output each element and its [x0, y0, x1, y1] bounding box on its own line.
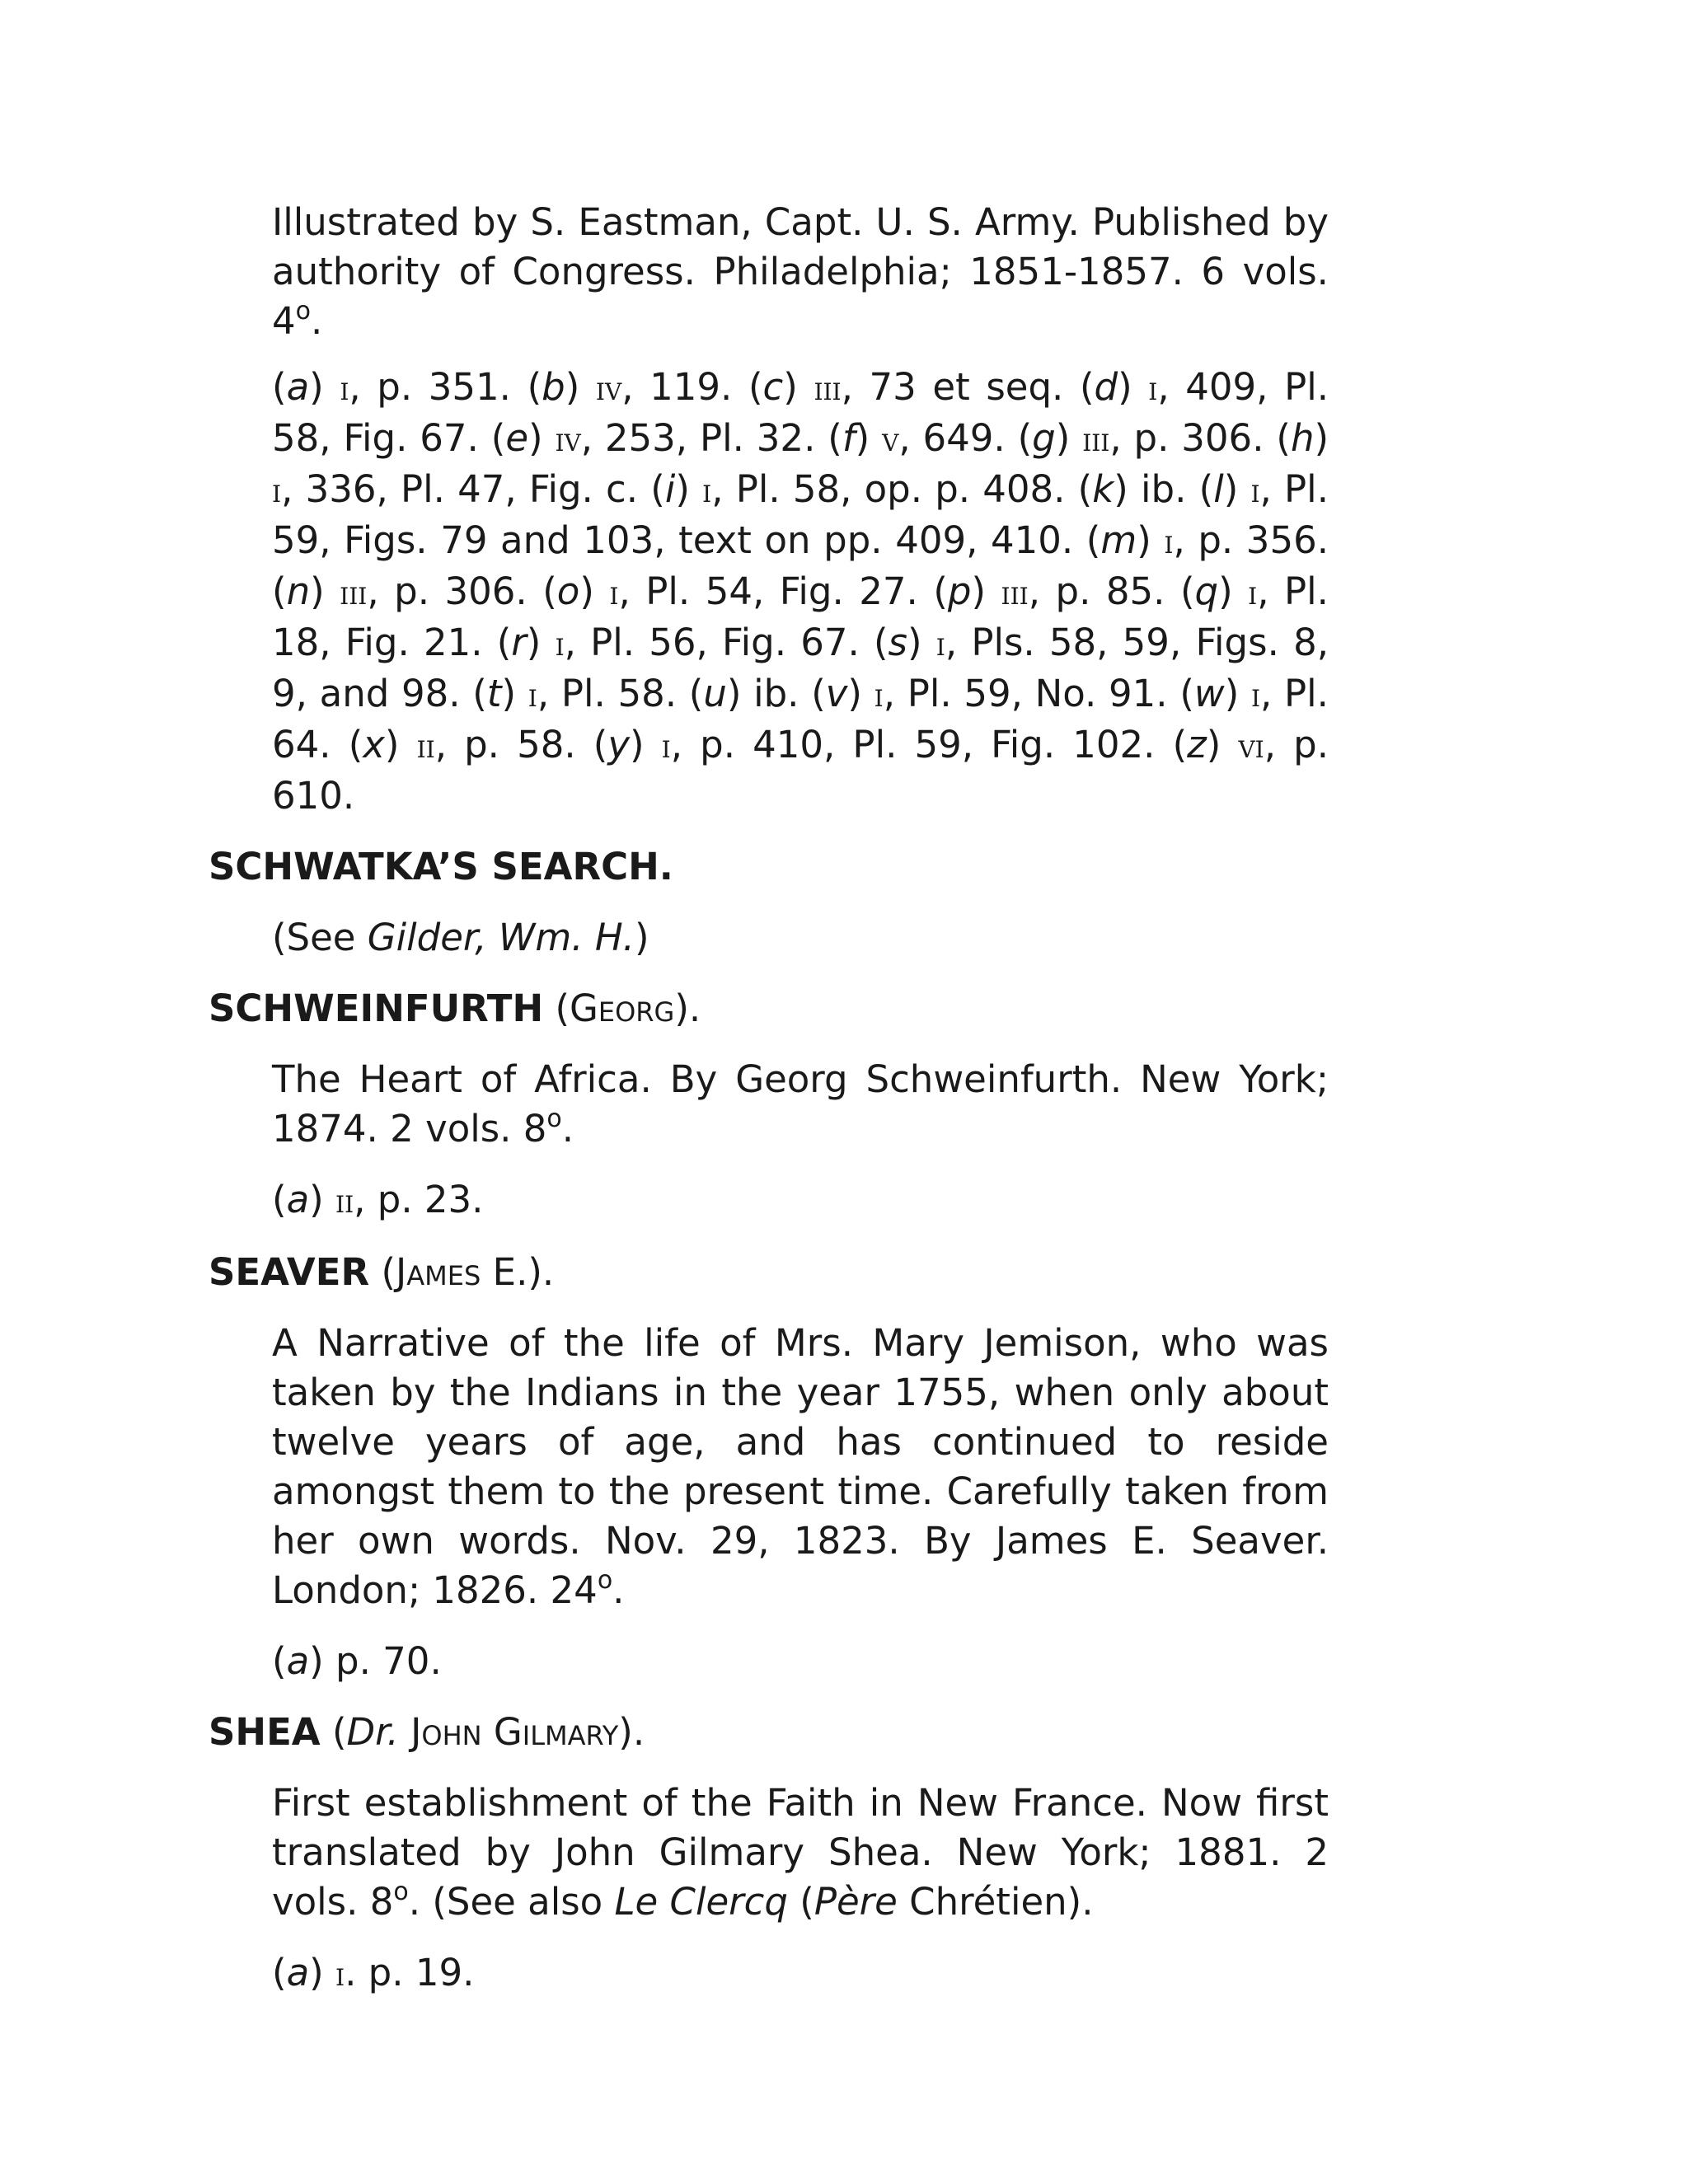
reference-volume: iv: [595, 370, 622, 408]
reference-letter: b: [542, 365, 565, 409]
reference-item: (u) ib.: [688, 672, 812, 715]
reference-location: , p. 58.: [434, 723, 593, 766]
reference-location: , 409, Pl. 58, Fig. 67.: [272, 365, 1329, 460]
entry-title-shea: First establishment of the Faith in New France. Now first translated by John Gilmary Shea. New York; 1881. 2 vols. 8$^o$. (See also Le Clercq (Père Chrétien).: [272, 1781, 1329, 1924]
reference-location: , Pl. 18, Fig. 21.: [272, 569, 1329, 664]
reference-location: , p. 351.: [349, 365, 528, 409]
entry-title-seaver: A Narrative of the life of Mrs. Mary Jemison, who was taken by the Indians in the year 1755, when only about twelve years of age, and has continued to reside amongst them to the present time. Carefully taken from her own words. Nov. 29, 1823. By James E. Seaver. London; 1826. 24$^o$.: [272, 1321, 1329, 1612]
reference-item: (s) i, Pls. 58, 59, Figs. 8, 9, and 98.: [272, 621, 1329, 715]
reference-volume: i: [1250, 472, 1260, 510]
reference-location: , 336, Pl. 47, Fig. c.: [281, 467, 651, 511]
reference-location: , Pl. 64.: [272, 672, 1329, 766]
reference-item: (f) v, 649.: [828, 416, 1018, 460]
reference-volume: i: [272, 472, 282, 510]
reference-location: , Pl. 59, No. 91.: [883, 672, 1180, 715]
reference-letter: g: [1032, 416, 1056, 460]
reference-letter: c: [762, 365, 784, 409]
reference-letter: o: [556, 569, 580, 613]
reference-letter: v: [825, 672, 848, 715]
reference-letter: m: [1100, 518, 1137, 562]
reference-volume: i: [1250, 677, 1261, 715]
entry-heading-seaver: SEAVER (James E.).: [209, 1250, 555, 1294]
reference-location: , Pl. 56, Fig. 67.: [564, 621, 874, 664]
reference-item: (r) i, Pl. 56, Fig. 67.: [496, 621, 874, 664]
reference-letter: a: [286, 365, 310, 409]
entry-heading-schwatka: SCHWATKA’S SEARCH.: [209, 845, 673, 888]
reference-item: (w) i, Pl. 64.: [272, 672, 1329, 766]
reference-item: (l) i, Pl. 59, Figs. 79 and 103, text on pp. 409, 410.: [272, 467, 1329, 562]
reference-volume: i: [528, 677, 537, 715]
reference-letter: d: [1094, 365, 1118, 409]
reference-item: (m) i, p. 356.: [1085, 518, 1329, 562]
reference-volume: v: [882, 421, 899, 459]
reference-volume: i: [1164, 523, 1174, 561]
reference-item: (x) ii, p. 58.: [348, 723, 593, 766]
reference-location: , p. 306.: [367, 569, 543, 613]
reference-location: , p. 85.: [1028, 569, 1180, 613]
reference-location: , 253, Pl. 32.: [580, 416, 828, 460]
reference-item: (c) iii, 73 et seq.: [748, 365, 1080, 409]
reference-item: (i) i, Pl. 58, op. p. 408.: [650, 467, 1078, 511]
reference-location: ib.: [1128, 467, 1199, 511]
reference-volume: iii: [340, 574, 368, 612]
reference-location: , p. 306.: [1109, 416, 1277, 460]
reference-letter: t: [486, 672, 502, 715]
reference-letter: y: [607, 723, 630, 766]
reference-location: , Pls. 58, 59, Figs. 8, 9, and 98.: [272, 621, 1329, 715]
reference-letter: k: [1092, 467, 1114, 511]
reference-letter: f: [842, 416, 856, 460]
reference-volume: iii: [814, 370, 842, 408]
bibliography-page: [209, 198, 1362, 1999]
reference-item: (e) iv, 253, Pl. 32.: [490, 416, 828, 460]
reference-letter: l: [1213, 467, 1224, 511]
reference-volume: i: [702, 472, 712, 510]
reference-letter: i: [664, 467, 676, 511]
reference-volume: i: [661, 728, 671, 766]
entry-heading-shea: SHEA (Dr. John Gilmary).: [209, 1710, 645, 1754]
reference-volume: iii: [1001, 574, 1029, 612]
see-reference-schwatka: (See Gilder, Wm. H.): [272, 916, 649, 959]
entry-heading-schweinfurth: SCHWEINFURTH (Georg).: [209, 987, 701, 1030]
reference-volume: iii: [1082, 421, 1110, 459]
reference-volume: i: [1248, 574, 1258, 612]
reference-item: (k) ib.: [1077, 467, 1199, 511]
reference-volume: iv: [555, 421, 581, 459]
reference-location: , p. 410, Pl. 59, Fig. 102.: [670, 723, 1173, 766]
reference-volume: i: [555, 626, 565, 663]
reference-letter: p: [947, 569, 972, 613]
reference-item: (p) iii, p. 85.: [933, 569, 1180, 613]
reference-location: , 649.: [898, 416, 1018, 460]
reference-shea: (a) i. p. 19.: [272, 1951, 475, 1994]
reference-volume: i: [1148, 370, 1158, 408]
reference-location: , 119.: [621, 365, 748, 409]
reference-item: (n) iii, p. 306.: [272, 569, 543, 613]
reference-item: (y) i, p. 410, Pl. 59, Fig. 102.: [593, 723, 1173, 766]
reference-item: (b) iv, 119.: [527, 365, 748, 409]
reference-item: (d) i, 409, Pl. 58, Fig. 67.: [272, 365, 1329, 460]
reference-item: (h) i, 336, Pl. 47, Fig. c.: [272, 416, 1329, 511]
reference-location: , 73 et seq.: [841, 365, 1080, 409]
reference-letter: h: [1290, 416, 1315, 460]
reference-location: , Pl. 58.: [537, 672, 689, 715]
reference-seaver: (a) p. 70.: [272, 1639, 442, 1683]
reference-volume: i: [935, 626, 945, 663]
reference-schweinfurth: (a) ii, p. 23.: [272, 1178, 484, 1221]
reference-letter: w: [1193, 672, 1225, 715]
reference-letter: n: [286, 569, 311, 613]
reference-letter: e: [505, 416, 528, 460]
reference-letter: x: [363, 723, 385, 766]
reference-volume: i: [609, 574, 619, 612]
reference-volume: i: [874, 677, 884, 715]
reference-location: , Pl. 59, Figs. 79 and 103, text on pp. 409, 410.: [272, 467, 1329, 562]
entry-title-eastman: Illustrated by S. Eastman, Capt. U. S. Army. Published by authority of Congress. Philadelphia; 1851-1857. 6 vols. 4$^o$.: [272, 200, 1329, 343]
reference-item: (z) vi, p. 610.: [272, 723, 1329, 818]
reference-list-eastman: [272, 363, 1329, 821]
reference-letter: u: [703, 672, 727, 715]
reference-letter: s: [888, 621, 907, 664]
reference-item: (v) i, Pl. 59, No. 91.: [811, 672, 1180, 715]
reference-letter: q: [1194, 569, 1219, 613]
reference-item: (o) i, Pl. 54, Fig. 27.: [542, 569, 934, 613]
reference-letter: r: [511, 621, 527, 664]
reference-volume: ii: [416, 728, 435, 766]
reference-volume: i: [340, 370, 349, 408]
reference-item: (t) i, Pl. 58.: [472, 672, 689, 715]
reference-location: , Pl. 58, op. p. 408.: [711, 467, 1078, 511]
reference-item: (q) i, Pl. 18, Fig. 21.: [272, 569, 1329, 664]
reference-item: (a) i, p. 351.: [272, 365, 528, 409]
reference-location: , p. 610.: [272, 723, 1329, 818]
reference-location: ib.: [741, 672, 812, 715]
entry-title-schweinfurth: The Heart of Africa. By Georg Schweinfurth. New York; 1874. 2 vols. 8$^o$.: [272, 1057, 1329, 1151]
reference-letter: z: [1187, 723, 1207, 766]
reference-item: (g) iii, p. 306.: [1017, 416, 1277, 460]
reference-volume: vi: [1238, 728, 1264, 766]
reference-location: , Pl. 54, Fig. 27.: [618, 569, 934, 613]
reference-location: , p. 356.: [1173, 518, 1329, 562]
